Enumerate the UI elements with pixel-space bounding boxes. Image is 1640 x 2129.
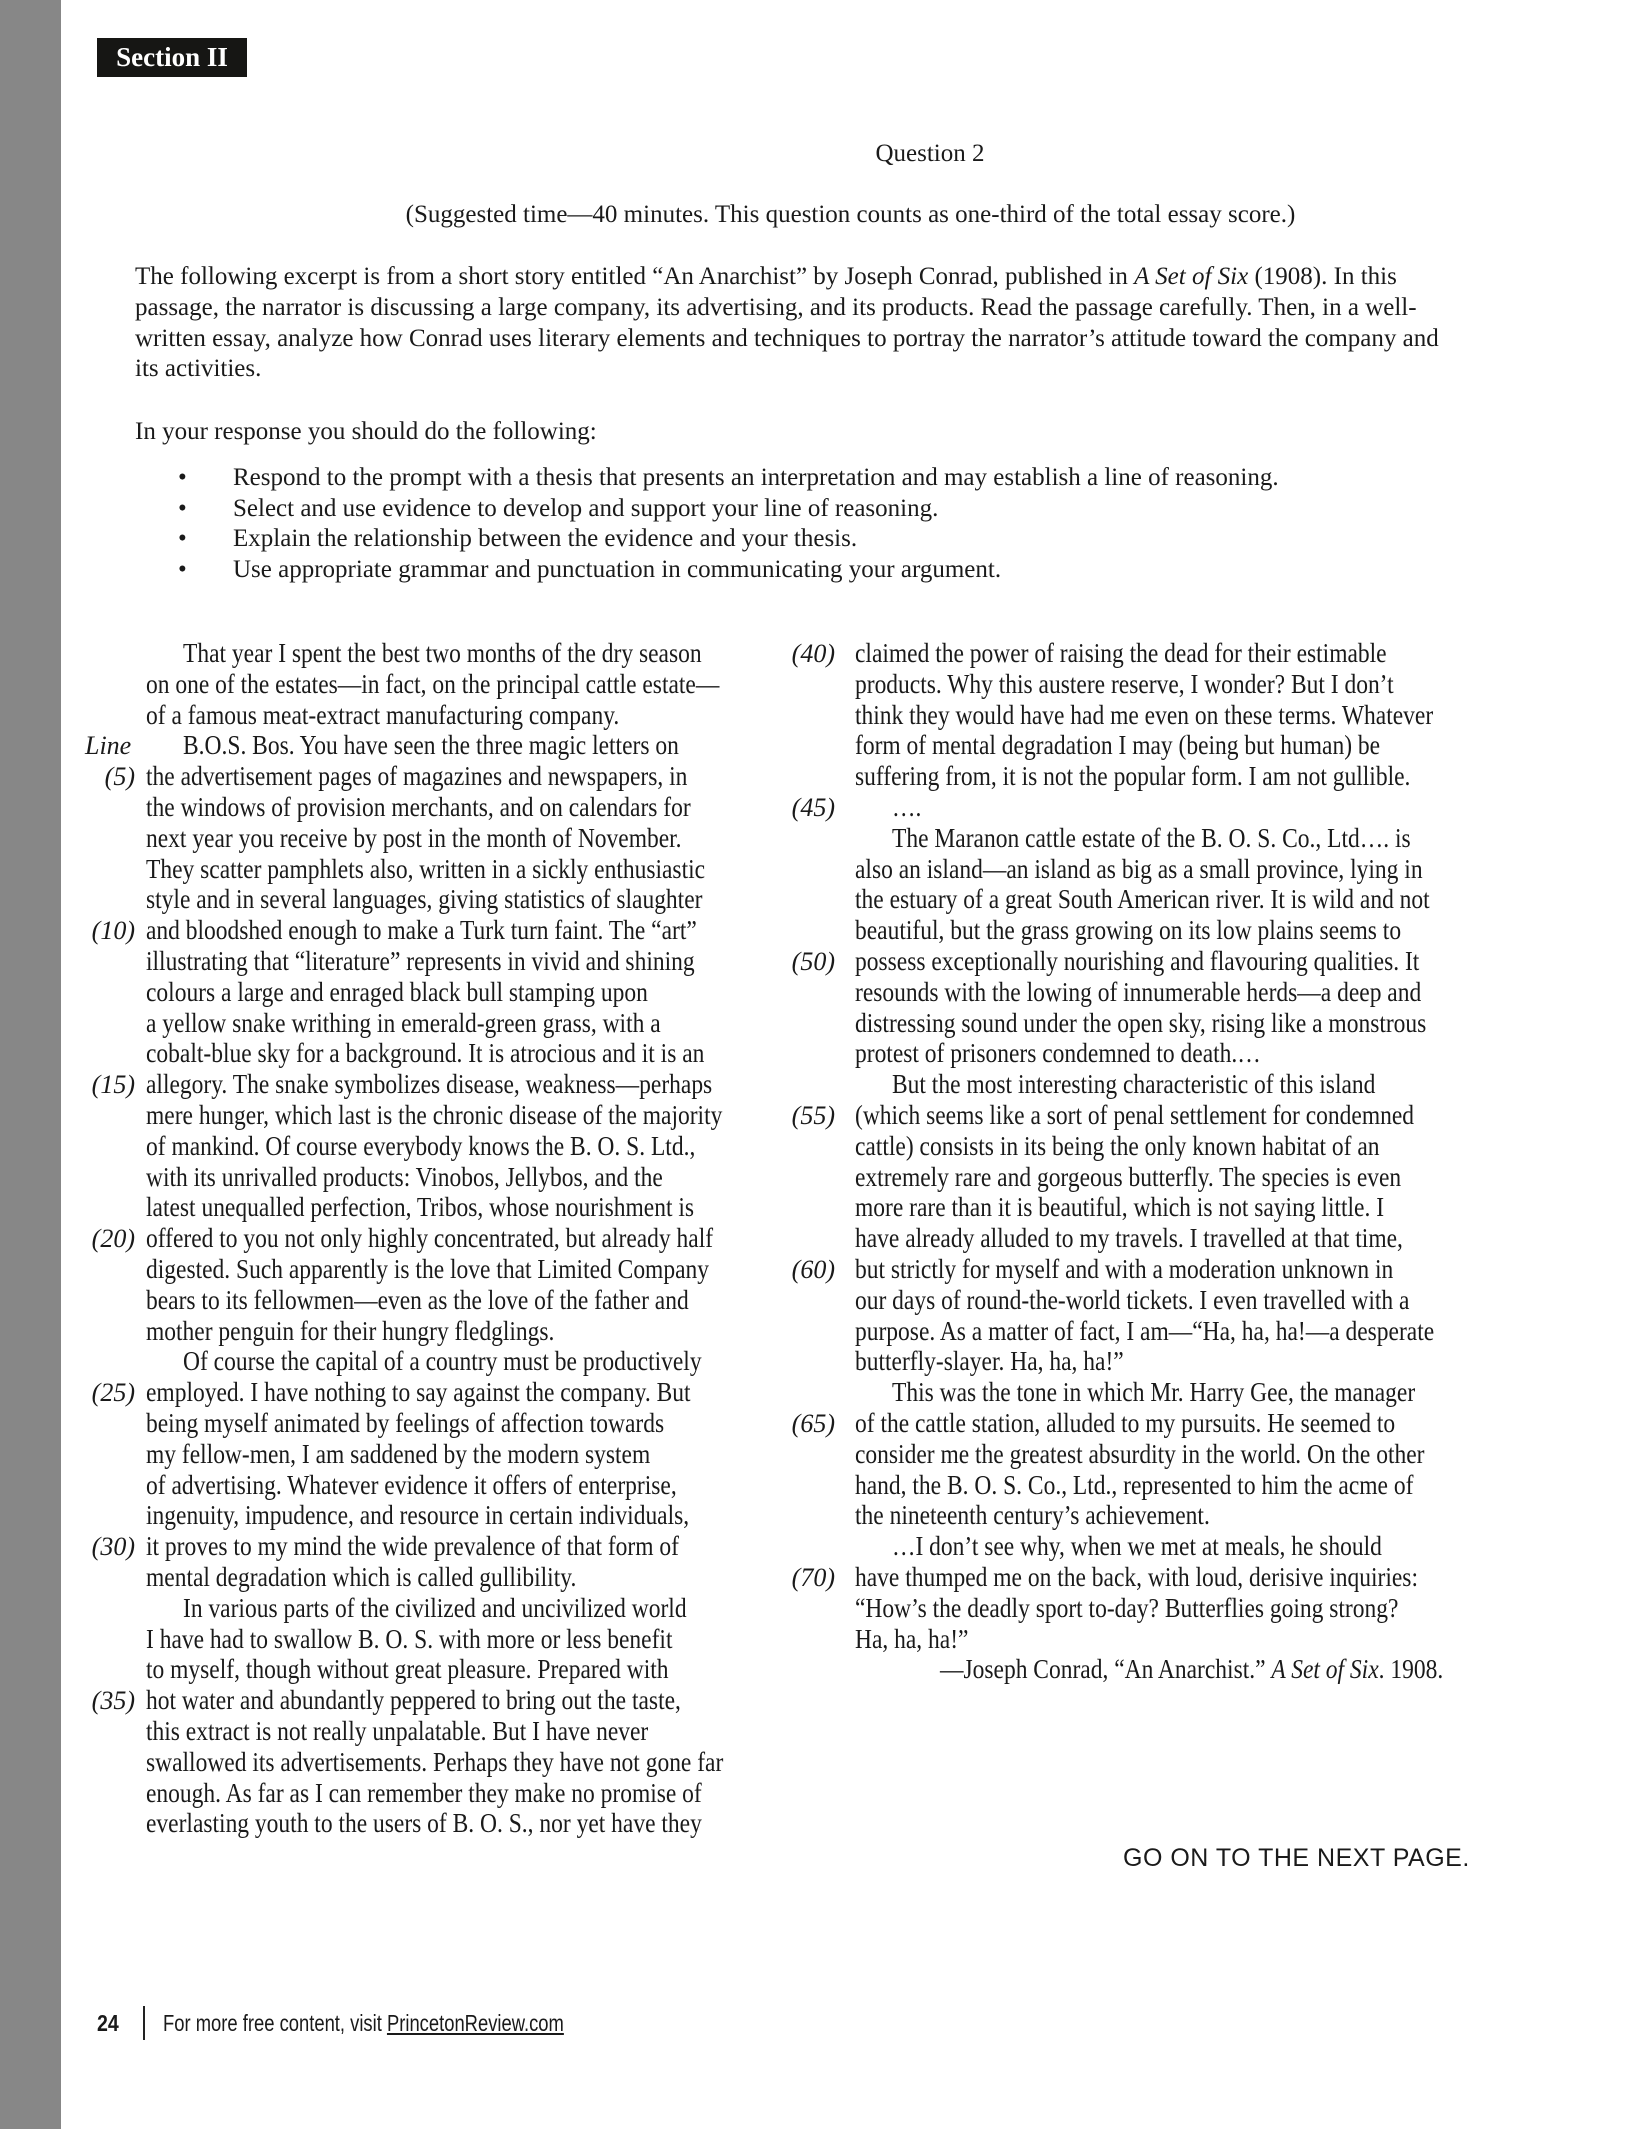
bullet-item: Explain the relationship between the evidence and your thesis. — [233, 525, 858, 552]
passage-line: In various parts of the civilized and uncivilized world — [183, 1592, 687, 1623]
passage-line: suffering from, it is not the popular form. I am not gullible. — [855, 761, 1411, 792]
passage-line: protest of prisoners condemned to death.… — [855, 1038, 1261, 1069]
passage-line: the windows of provision merchants, and on calendars for — [146, 792, 691, 822]
passage-line: employed. I have nothing to say against the company. But — [146, 1377, 691, 1408]
attribution-text: . 1908. — [1378, 1654, 1444, 1685]
bullet-icon: • — [178, 556, 187, 583]
prompt-italic-title: A Set of Six — [1134, 263, 1249, 290]
line-number: (55) — [791, 1101, 835, 1130]
prompt-text: its activities. — [135, 355, 262, 383]
passage-line: The Maranon cattle estate of the B. O. S. Co., Ltd…. is — [892, 822, 1411, 853]
passage-line: colours a large and enraged black bull stamping upon — [146, 976, 648, 1007]
passage-line: a yellow snake writhing in emerald-green grass, with a — [146, 1007, 661, 1038]
line-number: (40) — [791, 639, 835, 668]
passage-line: the nineteenth century’s achievement. — [855, 1500, 1210, 1531]
passage-line: of advertising. Whatever evidence it offers of enterprise, — [146, 1469, 677, 1500]
passage-line: (which seems like a sort of penal settlement for condemned — [855, 1100, 1415, 1130]
page-gutter-bar — [0, 0, 61, 2129]
passage-line: Of course the capital of a country must be productively — [183, 1346, 702, 1377]
passage-line: mother penguin for their hungry fledglings. — [146, 1315, 555, 1346]
line-number: (25) — [91, 1378, 135, 1408]
line-number: (35) — [91, 1686, 135, 1716]
line-number: (10) — [91, 916, 135, 946]
passage-line: and bloodshed enough to make a Turk turn faint. The “art” — [146, 915, 697, 946]
passage-line: the advertisement pages of magazines and newspapers, in — [146, 761, 688, 792]
passage-line: with its unrivalled products: Vinobos, Jellybos, and the — [146, 1161, 663, 1192]
line-number: (70) — [791, 1563, 835, 1592]
bullet-icon: • — [178, 495, 187, 522]
passage-line: everlasting youth to the users of B. O. S., nor yet have they — [146, 1808, 702, 1839]
passage-line: of the cattle station, alluded to my pursuits. He seemed to — [855, 1408, 1396, 1438]
line-number: (15) — [91, 1070, 135, 1100]
page-number: 24 — [97, 2010, 119, 2036]
passage-line: to myself, though without great pleasure. Prepared with — [146, 1654, 669, 1685]
passage-line: illustrating that “literature” represents in vivid and shining — [146, 946, 695, 976]
passage-line: being myself animated by feelings of affection towards — [146, 1408, 665, 1438]
bullet-item: Use appropriate grammar and punctuation in communicating your argument. — [233, 556, 1002, 583]
passage-line: consider me the greatest absurdity in the world. On the other — [855, 1438, 1425, 1469]
passage-line: hot water and abundantly peppered to bring out the taste, — [146, 1685, 681, 1716]
passage-line: offered to you not only highly concentrated, but already half — [146, 1223, 714, 1254]
section-badge: Section II — [97, 38, 247, 77]
passage-line: …. — [892, 792, 922, 822]
passage-line: butterfly-slayer. Ha, ha, ha!” — [855, 1346, 1124, 1377]
passage-line: possess exceptionally nourishing and flavouring qualities. It — [855, 946, 1420, 976]
line-number: (5) — [104, 762, 135, 792]
passage-line: of a famous meat-extract manufacturing company. — [146, 699, 620, 730]
prompt-line — [135, 292, 1417, 323]
passage-line: swallowed its advertisements. Perhaps they have not gone far — [146, 1746, 724, 1777]
passage-line: think they would have had me even on these terms. Whatever — [855, 699, 1434, 730]
passage-line: extremely rare and gorgeous butterfly. The species is even — [855, 1161, 1402, 1192]
line-number: (65) — [791, 1409, 835, 1438]
passage-line: have thumped me on the back, with loud, derisive inquiries: — [855, 1562, 1418, 1592]
passage-line: latest unequalled perfection, Tribos, whose nourishment is — [146, 1192, 695, 1223]
question-title — [0, 140, 1640, 168]
passage-line: resounds with the lowing of innumerable herds—a deep and — [855, 976, 1422, 1007]
passage-line: But the most interesting characteristic of this island — [892, 1069, 1376, 1100]
footer-promo — [163, 2010, 564, 2037]
passage-line: B.O.S. Bos. You have seen the three magic letters on — [183, 730, 679, 761]
passage-line: of mankind. Of course everybody knows the B. O. S. Ltd., — [146, 1130, 696, 1161]
question-title-text: Question 2 — [875, 140, 985, 167]
prompt-line — [135, 323, 1439, 354]
line-number: (30) — [91, 1532, 135, 1562]
prompt-text: The following excerpt is from a short story entitled “An Anarchist” by Joseph Conrad, published in — [135, 263, 1135, 290]
line-number: (45) — [791, 793, 835, 822]
passage-line: our days of round-the-world tickets. I even travelled with a — [855, 1284, 1410, 1315]
passage-line: They scatter pamphlets also, written in a sickly enthusiastic — [146, 853, 706, 884]
prompt-text: (1908). In this — [1248, 263, 1397, 290]
bullet-icon: • — [178, 464, 187, 491]
passage-line: on one of the estates—in fact, on the principal cattle estate— — [146, 668, 720, 699]
line-number: (60) — [791, 1255, 835, 1284]
passage-line: mere hunger, which last is the chronic disease of the majority — [146, 1100, 723, 1130]
passage-line: form of mental degradation I may (being but human) be — [855, 730, 1381, 761]
attribution-italic-title: A Set of Six — [1271, 1654, 1379, 1685]
passage-line: more rare than it is beautiful, which is not saying little. I — [855, 1192, 1385, 1223]
passage-line: beautiful, but the grass growing on its low plains seems to — [855, 915, 1402, 946]
passage-line: purpose. As a matter of fact, I am—“Ha, ha, ha!—a desperate — [855, 1315, 1435, 1346]
footer-divider — [143, 2006, 145, 2040]
passage-line: distressing sound under the open sky, rising like a monstrous — [855, 1007, 1427, 1038]
passage-line: also an island—an island as big as a small province, lying in — [855, 853, 1423, 884]
prompt-line — [135, 353, 261, 384]
passage-line: enough. As far as I can remember they make no promise of — [146, 1777, 702, 1808]
attribution-text: —Joseph Conrad, “An Anarchist.” — [940, 1654, 1272, 1685]
passage-line: but strictly for myself and with a moderation unknown in — [855, 1254, 1394, 1284]
passage-line: the estuary of a great South American river. It is wild and not — [855, 884, 1430, 915]
bullet-icon: • — [178, 525, 187, 552]
passage-line: allegory. The snake symbolizes disease, weakness—perhaps — [146, 1069, 713, 1100]
passage-line: my fellow-men, I am saddened by the modern system — [146, 1438, 651, 1469]
prompt-text: passage, the narrator is discussing a large company, its advertising, and its products. Read the passage carefully. Then, in a well- — [135, 293, 1417, 321]
passage-line: mental degradation which is called gullibility. — [146, 1562, 577, 1592]
princeton-review-link[interactable]: PrincetonReview.com — [386, 2010, 564, 2036]
passage-line: digested. Such apparently is the love that Limited Company — [146, 1254, 709, 1284]
passage-line: hand, the B. O. S. Co., Ltd., represented to him the acme of — [855, 1469, 1414, 1500]
passage-line: have already alluded to my travels. I travelled at that time, — [855, 1223, 1403, 1254]
passage-line: …I don’t see why, when we met at meals, he should — [892, 1531, 1382, 1562]
bullet-item: Select and use evidence to develop and support your line of reasoning. — [233, 495, 939, 522]
line-number: (50) — [791, 947, 835, 976]
passage-line: cattle) consists in its being the only known habitat of an — [855, 1130, 1380, 1161]
line-number: (20) — [91, 1224, 135, 1254]
passage-line: Ha, ha, ha!” — [855, 1623, 969, 1654]
bullet-item: Respond to the prompt with a thesis that presents an interpretation and may establish a line of reasoning. — [233, 464, 1279, 491]
passage-line: “How’s the deadly sport to-day? Butterflies going strong? — [855, 1592, 1399, 1623]
passage-line: I have had to swallow B. O. S. with more or less benefit — [146, 1623, 673, 1654]
footer-promo-text: For more free content, visit — [163, 2010, 387, 2036]
suggested-time: (Suggested time—40 minutes. This question counts as one-third of the total essay score.) — [405, 201, 1296, 228]
passage-line: next year you receive by post in the month of November. — [146, 822, 682, 853]
passage-line: This was the tone in which Mr. Harry Gee, the manager — [892, 1377, 1416, 1408]
passage-line: it proves to my mind the wide prevalence of that form of — [146, 1531, 679, 1562]
instructions-intro: In your response you should do the following: — [135, 418, 597, 445]
passage-line: bears to its fellowmen—even as the love of the father and — [146, 1284, 689, 1315]
passage-line: ingenuity, impudence, and resource in certain individuals, — [146, 1500, 690, 1531]
line-label: Line — [85, 731, 132, 761]
passage-line: claimed the power of raising the dead for their estimable — [855, 638, 1387, 668]
passage-line: this extract is not really unpalatable. But I have never — [146, 1716, 649, 1746]
prompt-text: written essay, analyze how Conrad uses literary elements and techniques to portray the narrator’s attitude toward the company and — [135, 324, 1439, 352]
passage-line: style and in several languages, giving statistics of slaughter — [146, 884, 703, 915]
prompt-line — [135, 261, 1397, 292]
passage-line: products. Why this austere reserve, I wonder? But I don’t — [855, 668, 1394, 699]
passage-attribution — [940, 1654, 1443, 1685]
go-on-next-page: GO ON TO THE NEXT PAGE. — [1123, 1844, 1470, 1872]
passage-line: That year I spent the best two months of the dry season — [183, 638, 702, 668]
passage-line: cobalt-blue sky for a background. It is atrocious and it is an — [146, 1038, 705, 1069]
